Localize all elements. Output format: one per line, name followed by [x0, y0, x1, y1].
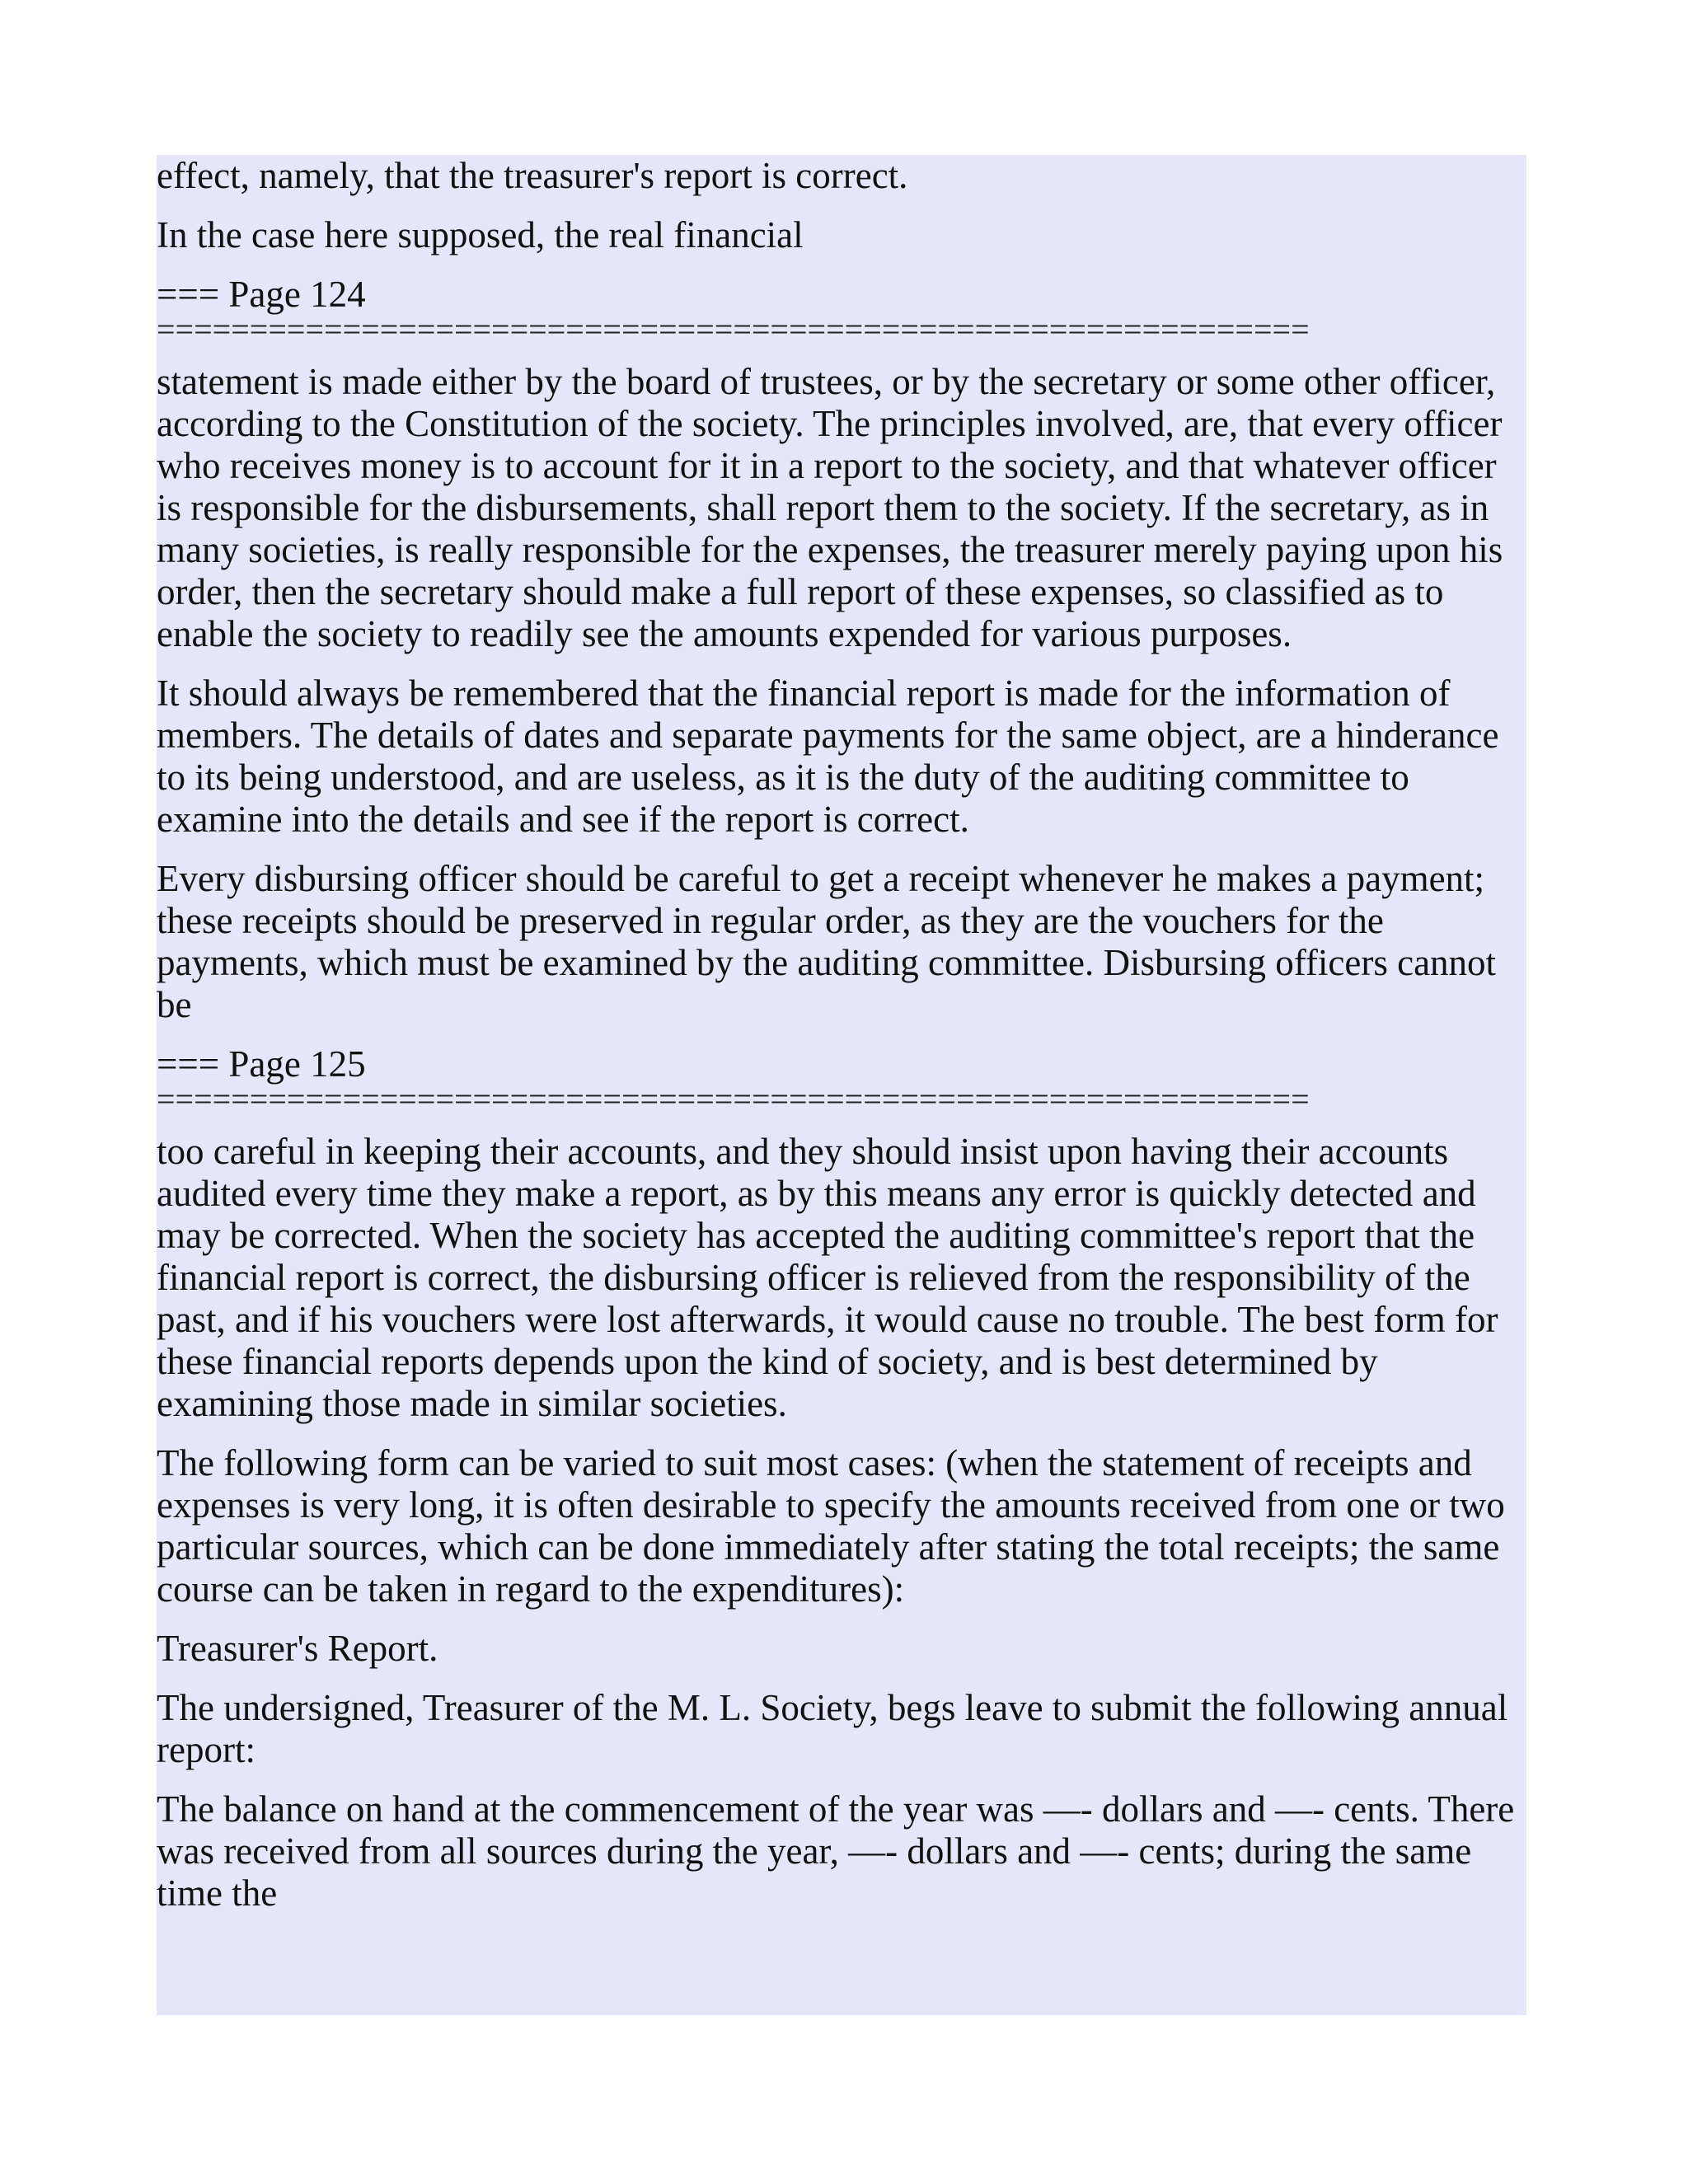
paragraph: The undersigned, Treasurer of the M. L. Society, begs leave to submit the following annual report:: [157, 1687, 1508, 1770]
paragraph: It should always be remembered that the financial report is made for the information of members. The details of dates and separate payments for the same object, are a hinderance to its being understood, and are useless, as it is the duty of the auditing committee to examine into the details and see if the report is correct.: [157, 673, 1499, 840]
paragraph: The balance on hand at the commencement of the year was —- dollars and —- cents. There was received from all sources during the year, —- dollars and —- cents; during the same time the: [157, 1788, 1515, 1914]
paragraph: statement is made either by the board of trustees, or by the secretary or some other officer, according to the Constitution of the society. The principles involved, are, that every officer who receives money is to account for it in a report to the society, and that whatever officer is responsible for the disbursements, shall report them to the society. If the secretary, as in many societies, is really responsible for the expenses, the treasurer merely paying upon his order, then the secretary should make a full report of these expenses, so classified as to enable the society to readily see the amounts expended for various purposes.: [157, 361, 1503, 654]
paragraph: Every disbursing officer should be careful to get a receipt whenever he makes a payment; these receipts should be preserved in regular order, as they are the vouchers for the payments, which must be examined by the auditing committee. Disbursing officers cannot be: [157, 858, 1497, 1025]
paragraph: In the case here supposed, the real financial: [157, 214, 804, 255]
page-number-label: === Page 125: [157, 1043, 366, 1085]
paragraph: The following form can be varied to suit most cases: (when the statement of receipts and expenses is very long, it is often desirable to specify the amounts received from one or two particular sources, which can be done immediately after stating the total receipts; the same course can be taken in regard to the expenditures):: [157, 1442, 1505, 1610]
report-heading: Treasurer's Report.: [157, 1628, 438, 1669]
page-break-marker: [157, 274, 1526, 344]
page-break-marker: [157, 1043, 1526, 1113]
document-text-area: [157, 155, 1526, 2015]
page-number-label: === Page 124: [157, 274, 366, 315]
paragraph: effect, namely, that the treasurer's report is correct.: [157, 155, 908, 196]
page-separator-rule: ==============================================================: [157, 1085, 1310, 1113]
page-separator-rule: ==============================================================: [157, 316, 1310, 344]
paragraph: too careful in keeping their accounts, and they should insist upon having their accounts audited every time they make a report, as by this means any error is quickly detected and may be corrected. When the society has accepted the auditing committee's report that the financial report is correct, the disbursing officer is relieved from the responsibility of the past, and if his vouchers were lost afterwards, it would cause no trouble. The best form for these financial reports depends upon the kind of society, and is best determined by examining those made in similar societies.: [157, 1131, 1498, 1424]
